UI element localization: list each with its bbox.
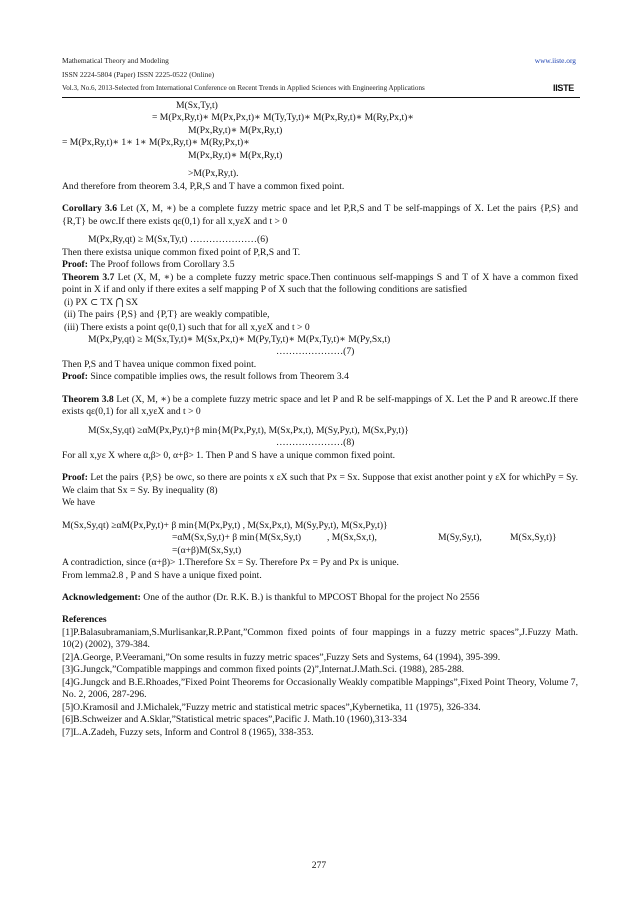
acknowledgement-text: One of the author (Dr. R.K. B.) is thankful to MPCOST Bhopal for the project No 2556 xyxy=(140,591,480,603)
contradiction-line: A contradiction, since (α+β)> 1.Therefore Sx = Sy. Therefore Px = Py and Px is unique. xyxy=(62,557,399,569)
derivation-line-1: M(Sx,Sy,qt) ≥αM(Px,Py,t)+ β min{M(Px,Py,t) , M(Sx,Px,t), M(Sy,Py,t), M(Sx,Py,t)} xyxy=(62,519,388,531)
corollary-text: Let (X, M, ∗) be a complete fuzzy metric space and let P,R,S and T be self-mappings of X. Let the pairs {P,S} and {R,T} be owc.If there exists qε(0,1) for all x,yεX and t > 0 xyxy=(62,203,578,227)
corollary-proof xyxy=(62,259,578,271)
derivation-term-2: , M(Sx,Sx,t), xyxy=(327,532,377,544)
proof-label: Proof: xyxy=(62,472,88,484)
iiste-logo: IISTE xyxy=(553,83,575,93)
header-divider xyxy=(62,97,580,98)
reference-6: [6]B.Schweizer and A.Sklar,”Statistical metric spaces”,Pacific J. Math.10 (1960),313-334 xyxy=(62,714,407,726)
theorem-text: Let (X, M, ∗) be a complete fuzzy metric space and let P and R be self-mappings of X. Let the P and R areowc.If there exists qε(0,1) for all x,yεX and t > 0 xyxy=(62,393,579,418)
equation-7-number: …………………(7) xyxy=(276,346,355,358)
derivation-term-1: =αM(Sx,Sy,t)+ β min{M(Sx,Sy,t) xyxy=(172,532,302,544)
reference-3: [3]G.Jungck,”Compatible mappings and common fixed points (2)”,Internat.J.Math.Sci. (1988), 285-288. xyxy=(62,664,465,676)
equation-7: M(Px,Py,qt) ≥ M(Sx,Ty,t)∗ M(Sx,Px,t)∗ M(Py,Ty,t)∗ M(Px,Ty,t)∗ M(Py,Sx,t) xyxy=(88,333,391,345)
theorem-label: Theorem 3.7 xyxy=(62,271,115,283)
corollary-label: Corollary 3.6 xyxy=(62,203,117,215)
proof-text: Let the pairs {P,S} be owc, so there are points x εX such that Px = Sx. Suppose that exist another point y εX for whichPy = Sy. We claim that Sx = Sy. By inequality (8) xyxy=(62,472,578,496)
lemma-line: From lemma2.8 , P and S have a unique fixed point. xyxy=(62,569,262,581)
proof-text: The Proof follows from Corollary 3.5 xyxy=(87,259,235,271)
volume-line: Vol.3, No.6, 2013-Selected from International Conference on Recent Trends in Applied Sciences with Engineering Applications xyxy=(62,84,425,92)
eq-line-2: = M(Px,Ry,t)∗ M(Px,Px,t)∗ M(Ty,Ty,t)∗ M(Px,Ry,t)∗ M(Ry,Px,t)∗ xyxy=(152,112,414,124)
condition-iii: (iii) There exists a point qε(0,1) such that for all x,yεX and t > 0 xyxy=(64,321,310,333)
proof-label: Proof: xyxy=(62,371,88,383)
condition-i: (i) PX ⊂ TX ⋂ SX xyxy=(64,296,139,308)
condition-ii: (ii) The pairs {P,S} and {P,T} are weakly compatible, xyxy=(64,309,270,321)
equation-8-number: …………………(8) xyxy=(276,437,355,449)
reference-4: [4]G.Jungck and B.E.Rhoades,”Fixed Point Theorems for Occasionally Weakly compatible Mappings”,Fixed Point Theory, Volume 7, No. 2, 2006, 287-296. xyxy=(62,676,578,701)
derivation-term-3: M(Sy,Sy,t), xyxy=(438,532,482,544)
derivation-line-3: =(α+β)M(Sx,Sy,t) xyxy=(172,544,242,556)
derivation-term-4: M(Sx,Sy,t)} xyxy=(510,532,557,544)
derivation-line-2 xyxy=(172,532,578,545)
reference-1: [1]P.Balasubramaniam,S.Murlisankar,R.P.Pant,”Common fixed points of four mappings in a fuzzy metric spaces”,J.Fuzzy Math. 10(2) (2002), 379-384. xyxy=(62,626,578,651)
theorem-text: Let (X, M, ∗) be a complete fuzzy metric space.Then continuous self-mappings S and T of X have a common fixed point in X if and only if there exites a self mapping P of X such that the following conditions are satisfied xyxy=(62,271,579,296)
we-have-line: We have xyxy=(62,497,96,509)
equation-8: M(Sx,Sy,qt) ≥αM(Px,Py,t)+β min{M(Px,Py,t), M(Sx,Px,t), M(Sy,Py,t), M(Sx,Py,t)} xyxy=(88,424,409,436)
journal-url-link[interactable]: www.iiste.org xyxy=(534,56,576,65)
theorem-3-7-proof xyxy=(62,371,578,383)
corollary-3-6 xyxy=(62,203,578,228)
acknowledgement xyxy=(62,592,578,604)
theorem-3-8-condition: For all x,yε X where α,β> 0, α+β> 1. Then P and S have a unique common fixed point. xyxy=(62,449,396,461)
corollary-conclusion: Then there existsa unique common fixed point of P,R,S and T. xyxy=(62,246,301,258)
issn-line: ISSN 2224-5804 (Paper) ISSN 2225-0522 (Online) xyxy=(62,70,215,79)
theorem-3-7 xyxy=(62,272,578,297)
journal-name: Mathematical Theory and Modeling xyxy=(62,56,169,65)
reference-5: [5]O.Kramosil and J.Michalek,”Fuzzy metric and statistical metric spaces”,Kybernetika, 11 (1975), 326-334. xyxy=(62,701,481,713)
conclusion-line: And therefore from theorem 3.4, P,R,S and T have a common fixed point. xyxy=(62,180,345,192)
equation-6: M(Px,Ry,qt) ≥ M(Sx,Ty,t) …………………(6) xyxy=(88,234,269,246)
theorem-label: Theorem 3.8 xyxy=(62,393,114,405)
theorem-3-8-proof xyxy=(62,472,578,497)
theorem-3-8 xyxy=(62,394,578,419)
eq-line-1: M(Sx,Ty,t) xyxy=(176,100,218,111)
page-body xyxy=(62,100,578,739)
eq-line-6: >M(Px,Ry,t). xyxy=(188,168,239,180)
eq-line-4: = M(Px,Ry,t)∗ 1∗ 1∗ M(Px,Ry,t)∗ M(Ry,Px,t)∗ xyxy=(62,137,250,149)
eq-line-3: M(Px,Ry,t)∗ M(Px,Ry,t) xyxy=(188,124,283,136)
proof-label: Proof: xyxy=(62,259,88,271)
reference-7: [7]L.A.Zadeh, Fuzzy sets, Inform and Control 8 (1965), 338-353. xyxy=(62,726,314,738)
page-number: 277 xyxy=(311,860,327,871)
theorem-3-7-conclusion: Then P,S and T havea unique common fixed point. xyxy=(62,358,257,370)
reference-2: [2]A.George, P.Veeramani,”On some results in fuzzy metric spaces”,Fuzzy Sets and Systems, 64 (1994), 395-399. xyxy=(62,651,501,663)
acknowledgement-label: Acknowledgement: xyxy=(62,591,141,603)
references-heading: References xyxy=(62,614,107,626)
proof-text: Since compatible implies ows, the result follows from Theorem 3.4 xyxy=(87,371,349,383)
eq-line-5: M(Px,Ry,t)∗ M(Px,Ry,t) xyxy=(188,149,283,161)
